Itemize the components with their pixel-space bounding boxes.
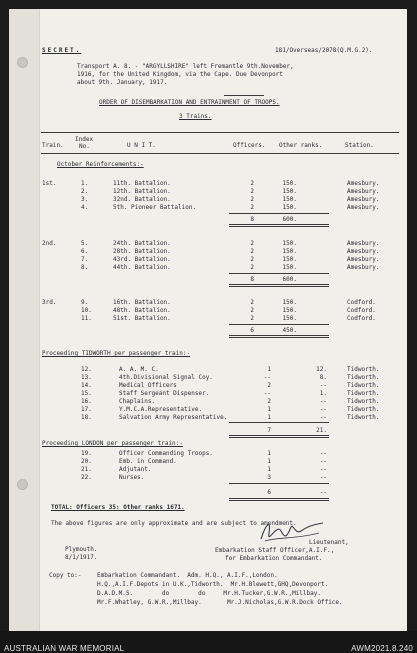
train-label: 1st. — [42, 180, 57, 187]
row-officers: 2 — [250, 315, 254, 322]
row-index: 14. — [81, 382, 92, 389]
row-other-ranks: -- — [319, 450, 327, 457]
row-unit: 51st. Battalion. — [113, 315, 171, 322]
row-officers: 2 — [250, 180, 254, 187]
row-index: 20. — [81, 458, 92, 465]
tidworth-total-other-ranks: 21. — [316, 427, 327, 434]
total-double-rule — [229, 435, 329, 438]
row-index: 15. — [81, 390, 92, 397]
intro-line-3: about 9th. January, 1917. — [77, 79, 168, 86]
row-unit: A. A. M. C. — [119, 366, 159, 373]
signatory-title: Embarkation Staff Officer,A.I.F., — [215, 547, 335, 554]
intro-line-1: Transport A. 8. - "ARGYLLSHIRE" left Fremantle 9th.November, — [77, 63, 294, 70]
order-title: ORDER OF DISEMBARKATION AND ENTRAINMENT OF TROOPS. — [99, 99, 280, 106]
row-station: Amesbury. — [347, 180, 380, 187]
row-unit: Y.M.C.A.Representative. — [119, 406, 203, 413]
row-unit: 5th. Pioneer Battalion. — [113, 204, 197, 211]
row-other-ranks: 150. — [282, 264, 297, 271]
row-index: 9. — [81, 299, 89, 306]
row-officers: 2 — [250, 188, 254, 195]
row-other-ranks: 150. — [282, 240, 297, 247]
row-station: Amesbury. — [347, 264, 380, 271]
row-unit: 32nd. Battalion. — [113, 196, 171, 203]
tidworth-total-officers: 7 — [267, 427, 271, 434]
copy-to-line-2: H.Q.,A.I.F.Depots in U.K.,Tidworth. Mr.H.Blewett,GHQ,Devonport. — [97, 581, 329, 588]
row-officers: 2 — [250, 240, 254, 247]
row-other-ranks: 150. — [282, 196, 297, 203]
row-index: 18. — [81, 414, 92, 421]
date: 8/1/1917. — [65, 554, 98, 561]
row-other-ranks: 150. — [282, 188, 297, 195]
total-double-rule — [229, 335, 329, 338]
archive-footer — [0, 631, 417, 653]
row-station: Amesbury. — [347, 248, 380, 255]
train-total-other-ranks: 450. — [282, 327, 297, 334]
place: Plymouth. — [65, 546, 98, 553]
row-other-ranks: -- — [319, 382, 327, 389]
row-unit: 12th. Battalion. — [113, 188, 171, 195]
row-other-ranks: -- — [319, 406, 327, 413]
column-train: Train. — [42, 142, 64, 149]
column-other-ranks: Other ranks. — [279, 142, 323, 149]
row-unit: 24th. Battalion. — [113, 240, 171, 247]
london-total-other-ranks: -- — [319, 489, 327, 496]
column-index-no: No. — [79, 143, 90, 150]
row-officers: 1 — [267, 466, 271, 473]
punch-hole — [17, 57, 28, 68]
row-station: Tidworth. — [347, 406, 380, 413]
row-unit: 48th. Battalion. — [113, 307, 171, 314]
copy-to-line-3: D.A.D.M.S. do do Mr.H.Tucker,G.W.R.,Millbay. — [97, 590, 321, 597]
row-station: Tidworth. — [347, 398, 380, 405]
row-other-ranks: -- — [319, 414, 327, 421]
row-unit: Emb. in Command. — [119, 458, 177, 465]
row-other-ranks: 150. — [282, 204, 297, 211]
row-officers: 1 — [267, 406, 271, 413]
total-double-rule — [229, 224, 329, 227]
row-index: 3. — [81, 196, 89, 203]
row-index: 13. — [81, 374, 92, 381]
row-unit: 44th. Battalion. — [113, 264, 171, 271]
column-index: Index — [75, 136, 94, 143]
total-double-rule — [229, 284, 329, 287]
reference-number: 181/Overseas/2078(Q.M.G.2). — [275, 47, 373, 54]
total-rule — [229, 273, 329, 274]
total-rule — [229, 483, 329, 484]
row-other-ranks: 12. — [316, 366, 327, 373]
row-other-ranks: 150. — [282, 307, 297, 314]
row-other-ranks: -- — [319, 398, 327, 405]
total-rule — [229, 213, 329, 214]
row-other-ranks: 150. — [282, 256, 297, 263]
train-label: 3rd. — [42, 299, 57, 306]
train-total-officers: 6 — [250, 327, 254, 334]
archive-reference: AWM2021.8.240 — [351, 644, 413, 653]
column-officers: Officers. — [233, 142, 266, 149]
train-total-other-ranks: 600. — [282, 216, 297, 223]
trains-title: 3 Trains. — [179, 113, 212, 120]
train-label: 2nd. — [42, 240, 57, 247]
row-unit: 28th. Battalion. — [113, 248, 171, 255]
signatory-rank: Lieutenant, — [309, 539, 349, 546]
row-index: 1. — [81, 180, 89, 187]
row-other-ranks: 150. — [282, 180, 297, 187]
row-unit: Adjutant. — [119, 466, 152, 473]
row-station: Amesbury. — [347, 204, 380, 211]
row-station: Codford. — [347, 307, 376, 314]
row-officers: 2 — [250, 256, 254, 263]
row-other-ranks: 150. — [282, 315, 297, 322]
row-index: 19. — [81, 450, 92, 457]
row-officers: -- — [263, 374, 271, 381]
row-unit: 4th.Divisional Signal Coy. — [119, 374, 213, 381]
row-other-ranks: 1. — [319, 390, 327, 397]
row-index: 4. — [81, 204, 89, 211]
row-unit: Staff Sergeant Dispenser. — [119, 390, 210, 397]
row-index: 11. — [81, 315, 92, 322]
row-officers: 2 — [250, 204, 254, 211]
row-officers: 3 — [267, 474, 271, 481]
punch-hole — [17, 479, 28, 490]
row-unit: 16th. Battalion. — [113, 299, 171, 306]
row-station: Tidworth. — [347, 366, 380, 373]
row-other-ranks: 150. — [282, 248, 297, 255]
archive-name: AUSTRALIAN WAR MEMORIAL — [4, 644, 125, 653]
row-other-ranks: -- — [319, 466, 327, 473]
row-officers: 2 — [250, 196, 254, 203]
row-station: Amesbury. — [347, 196, 380, 203]
row-officers: 2 — [250, 307, 254, 314]
total-double-rule — [229, 498, 329, 501]
amendment-note: The above figures are only approximate and are subject to amendment. — [51, 520, 297, 527]
october-heading: October Reinforcements:- — [57, 161, 144, 168]
row-index: 21. — [81, 466, 92, 473]
london-total-officers: 6 — [267, 489, 271, 496]
table-top-rule — [41, 132, 399, 133]
row-officers: 2 — [250, 248, 254, 255]
row-station: Tidworth. — [347, 390, 380, 397]
row-unit: Nurses. — [119, 474, 145, 481]
column-unit: U N I T. — [127, 142, 156, 149]
row-officers: 2 — [250, 264, 254, 271]
row-station: Tidworth. — [347, 374, 380, 381]
row-officers: 1 — [267, 450, 271, 457]
row-unit: Officer Commanding Troops. — [119, 450, 213, 457]
row-officers: 2 — [250, 299, 254, 306]
row-unit: 11th. Battalion. — [113, 180, 171, 187]
divider — [224, 95, 264, 96]
tidworth-heading: Proceeding TIDWORTH per passenger train:- — [42, 350, 191, 357]
row-station: Amesbury. — [347, 240, 380, 247]
train-total-officers: 8 — [250, 216, 254, 223]
row-index: 17. — [81, 406, 92, 413]
row-other-ranks: 8. — [319, 374, 327, 381]
column-station: Station. — [345, 142, 374, 149]
row-index: 22. — [81, 474, 92, 481]
row-index: 5. — [81, 240, 89, 247]
intro-line-2: 1916, for the United Kingdom, via the Cape. Due Devonport — [77, 71, 283, 78]
row-station: Amesbury. — [347, 256, 380, 263]
row-officers: 1 — [267, 366, 271, 373]
row-station: Codford. — [347, 299, 376, 306]
row-officers: -- — [263, 390, 271, 397]
london-heading: Proceeding LONDON per passenger train:- — [42, 440, 183, 447]
row-officers: 1 — [267, 458, 271, 465]
train-total-officers: 8 — [250, 276, 254, 283]
row-unit: Medical Officers — [119, 382, 177, 389]
row-officers: 1 — [267, 414, 271, 421]
row-index: 10. — [81, 307, 92, 314]
row-unit: 43rd. Battalion. — [113, 256, 171, 263]
document-page — [9, 9, 407, 631]
binding-margin — [9, 9, 40, 631]
row-index: 8. — [81, 264, 89, 271]
train-total-other-ranks: 600. — [282, 276, 297, 283]
row-station: Amesbury. — [347, 188, 380, 195]
row-station: Codford. — [347, 315, 376, 322]
copy-to-line-1: Embarkation Commandant. Adm. H.Q., A.I.F.,London. — [97, 572, 278, 579]
row-other-ranks: 150. — [282, 299, 297, 306]
row-station: Tidworth. — [347, 414, 380, 421]
row-station: Tidworth. — [347, 382, 380, 389]
row-unit: Salvation Army Representative. — [119, 414, 228, 421]
grand-total: TOTAL: Officers 35: Other ranks 1671. — [51, 504, 185, 511]
row-other-ranks: -- — [319, 474, 327, 481]
row-index: 12. — [81, 366, 92, 373]
total-rule — [229, 422, 329, 423]
row-officers: 2 — [267, 398, 271, 405]
row-index: 2. — [81, 188, 89, 195]
row-unit: Chaplains. — [119, 398, 156, 405]
row-other-ranks: -- — [319, 458, 327, 465]
signatory-on-behalf: for Embarkation Commandant. — [225, 555, 323, 562]
row-officers: 2 — [267, 382, 271, 389]
copy-to-label: Copy to:- — [49, 572, 82, 579]
row-index: 7. — [81, 256, 89, 263]
total-rule — [229, 324, 329, 325]
copy-to-line-4: Mr.F.Whatley, G.W.R.,Millbay. Mr.J.Nicholas,G.W.R.Dock Office. — [97, 599, 343, 606]
header-bottom-rule — [41, 153, 399, 154]
row-index: 6. — [81, 248, 89, 255]
row-index: 16. — [81, 398, 92, 405]
classification: SECRET. — [42, 47, 82, 54]
